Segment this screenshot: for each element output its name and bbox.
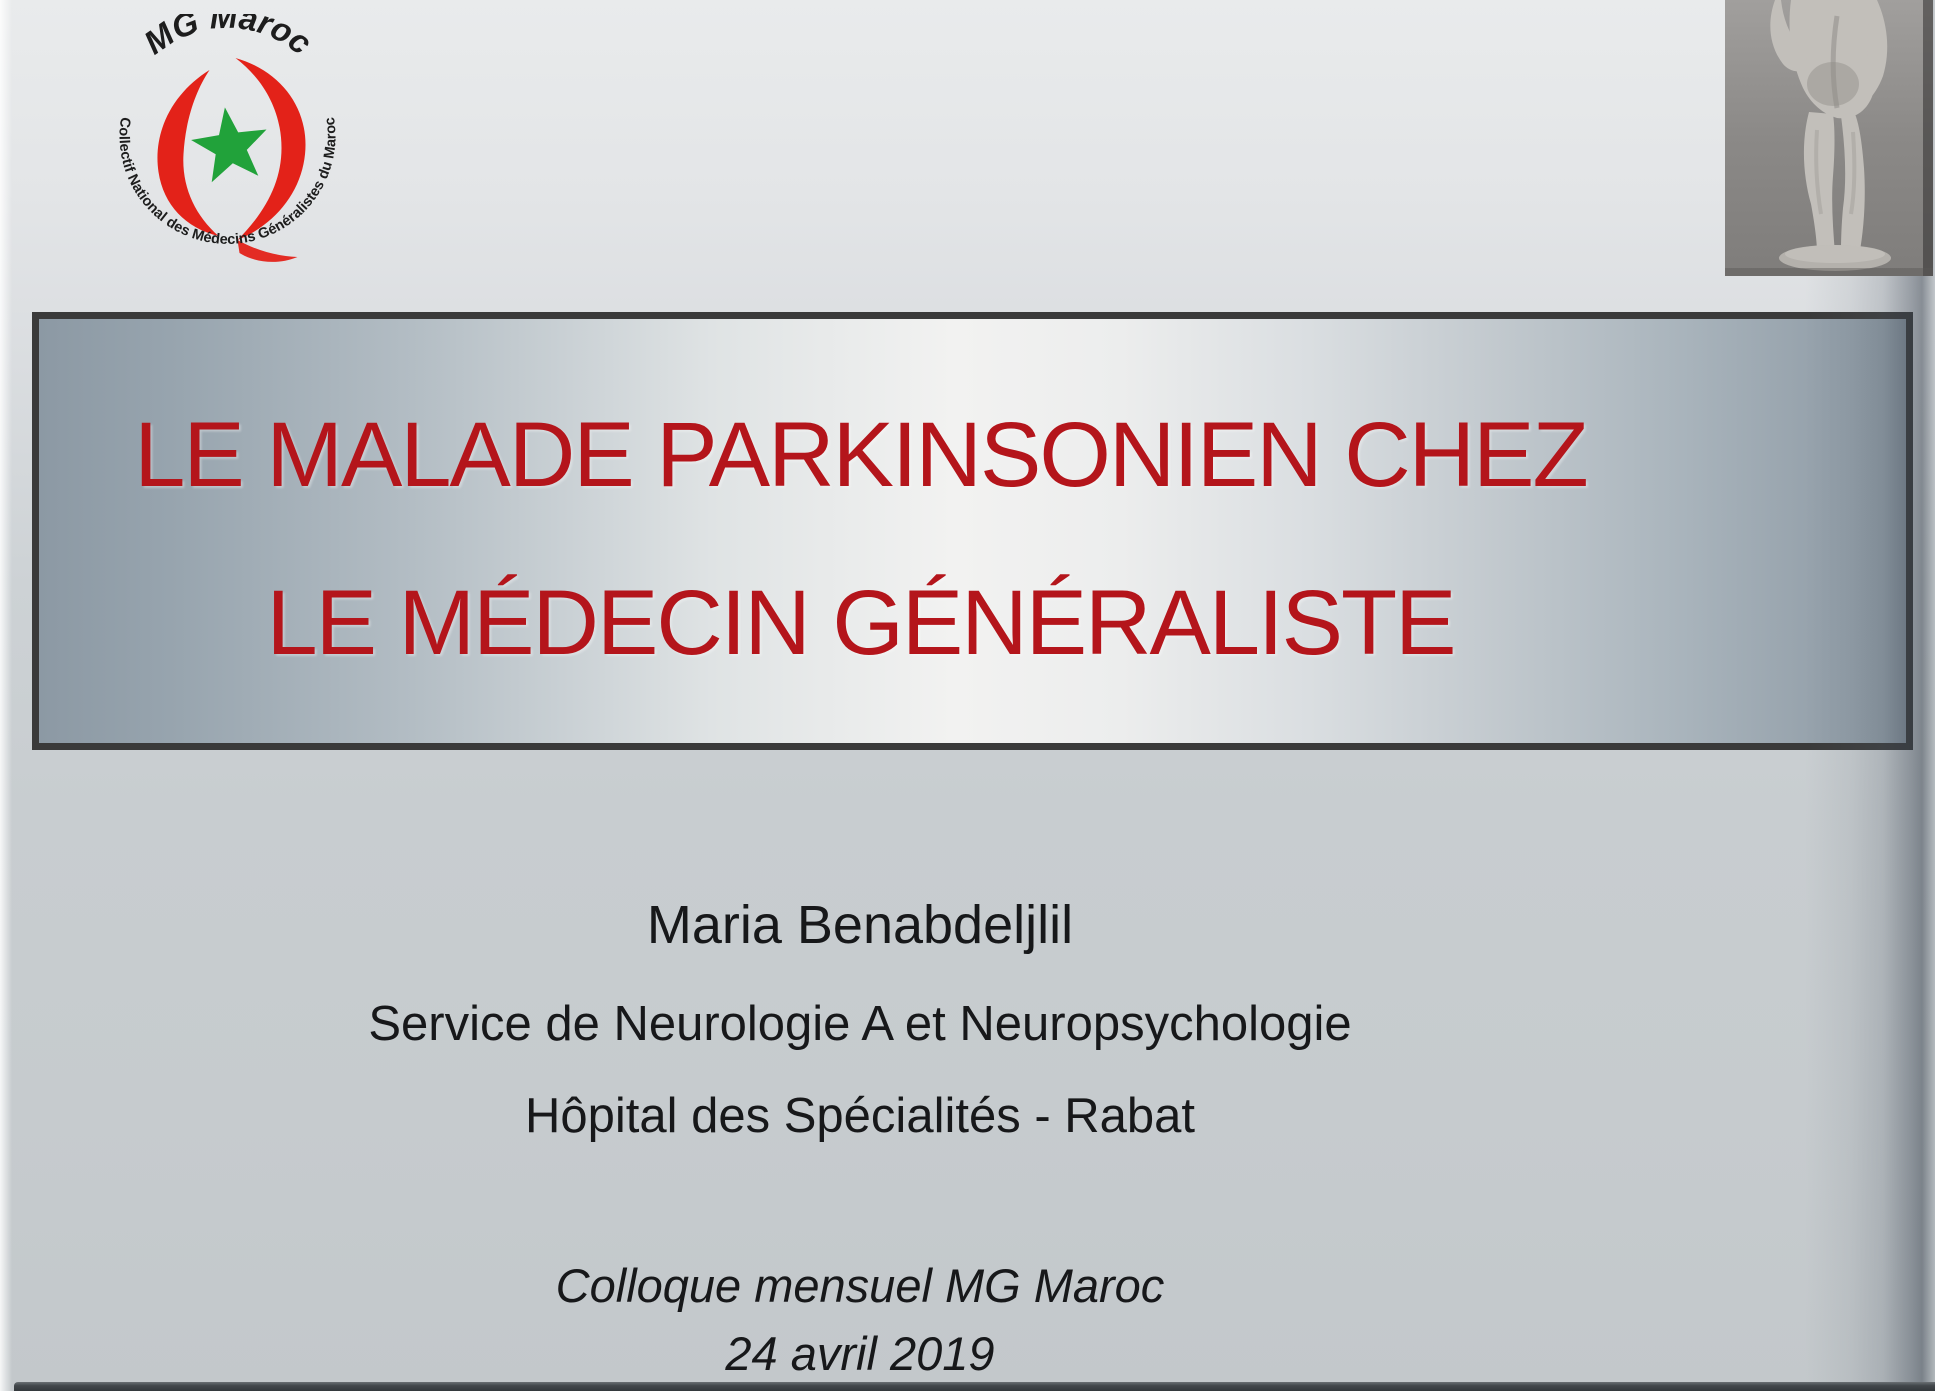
parkinson-statue-graphic — [1725, 0, 1933, 276]
slide-left-edge — [0, 0, 12, 1391]
title-line-2: LE MÉDECIN GÉNÉRALISTE — [266, 572, 1455, 674]
mg-maroc-logo — [95, 14, 360, 264]
title-banner — [32, 312, 1913, 750]
affiliation-line-2: Hôpital des Spécialités - Rabat — [524, 1089, 1196, 1143]
event-date: 24 avril 2019 — [725, 1327, 995, 1380]
title-box — [39, 319, 1682, 707]
parkinson-statue-image — [1725, 0, 1933, 276]
author-name: Maria Benabdeljlil — [646, 895, 1074, 955]
affiliation-line-1: Service de Neurologie A et Neuropsychologie — [368, 997, 1352, 1051]
mg-maroc-logo-graphic — [95, 14, 360, 264]
title-line-1: LE MALADE PARKINSONIEN CHEZ — [134, 404, 1587, 506]
slide-bottom-edge — [14, 1382, 1935, 1391]
event-name: Colloque mensuel MG Maroc — [555, 1259, 1165, 1312]
logo-star-icon — [191, 107, 266, 182]
logo-arc-bottom-label: Collectif National des Médecins Généralistes du Maroc — [115, 116, 340, 248]
logo-arc-top-label: MG Maroc — [136, 14, 319, 62]
